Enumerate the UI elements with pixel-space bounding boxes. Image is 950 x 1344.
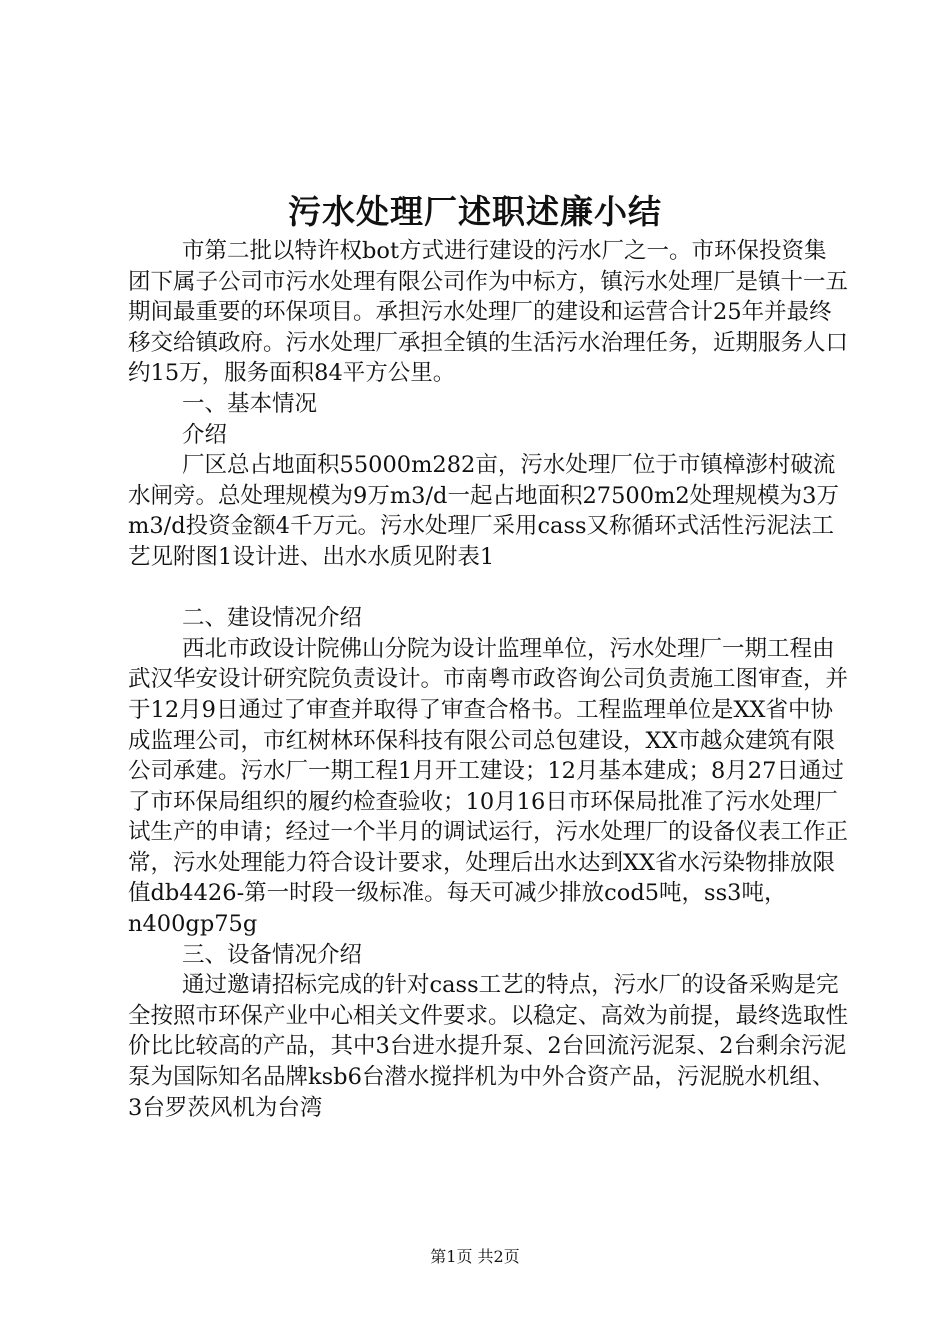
section-subheading-intro: 介绍	[182, 421, 228, 448]
section-heading-equipment: 三、设备情况介绍	[182, 941, 363, 968]
section-heading-construction: 二、建设情况介绍	[182, 605, 363, 632]
paragraph-basic: 厂区总占地面积55000m282亩，污水处理厂位于市镇樟澎村破流水闸旁。总处理规模为9万m3/d一起占地面积27500m2处理规模为3万m3/d投资金额4千万元。污水处理厂采用cass又称循环式活性污泥法工艺见附图1设计进、出水水质见附表1	[128, 452, 839, 570]
paragraph-intro: 市第二批以特许权bot方式进行建设的污水厂之一。市环保投资集团下属子公司市污水处理有限公司作为中标方，镇污水处理厂是镇十一五期间最重要的环保项目。承担污水处理厂的建设和运营合计25年并最终移交给镇政府。污水处理厂承担全镇的生活污水治理任务，近期服务人口约15万，服务面积84平方公里。	[128, 238, 849, 387]
document-body	[128, 236, 848, 1123]
paragraph-equipment: 通过邀请招标完成的针对cass工艺的特点，污水厂的设备采购是完全按照市环保产业中心相关文件要求。以稳定、高效为前提，最终选取性价比比较高的产品，其中3台进水提升泵、2台回流污泥泵、2台剩余污泥泵为国际知名品牌ksb6台潜水搅拌机为中外合资产品，污泥脱水机组、3台罗茨风机为台湾	[128, 972, 849, 1121]
document-title: 污水处理厂述职述廉小结	[288, 192, 662, 231]
section-heading-basic: 一、基本情况	[182, 390, 318, 417]
paragraph-construction: 西北市政设计院佛山分院为设计监理单位，污水处理厂一期工程由武汉华安设计研究院负责设计。市南粤市政咨询公司负责施工图审查，并于12月9日通过了审查并取得了审查合格书。工程监理单位是XX省中协成监理公司，市红树林环保科技有限公司总包建设，XX市越众建筑有限公司承建。污水厂一期工程1月开工建设；12月基本建成；8月27日通过了市环保局组织的履约检查验收；10月16日市环保局批准了污水处理厂试生产的申请；经过一个半月的调试运行，污水处理厂的设备仪表工作正常，污水处理能力符合设计要求，处理后出水达到XX省水污染物排放限值db4426-第一时段一级标准。每天可减少排放cod5吨，ss3吨，n400gp75g	[128, 635, 849, 938]
page-footer: 第1页 共2页	[430, 1247, 520, 1266]
